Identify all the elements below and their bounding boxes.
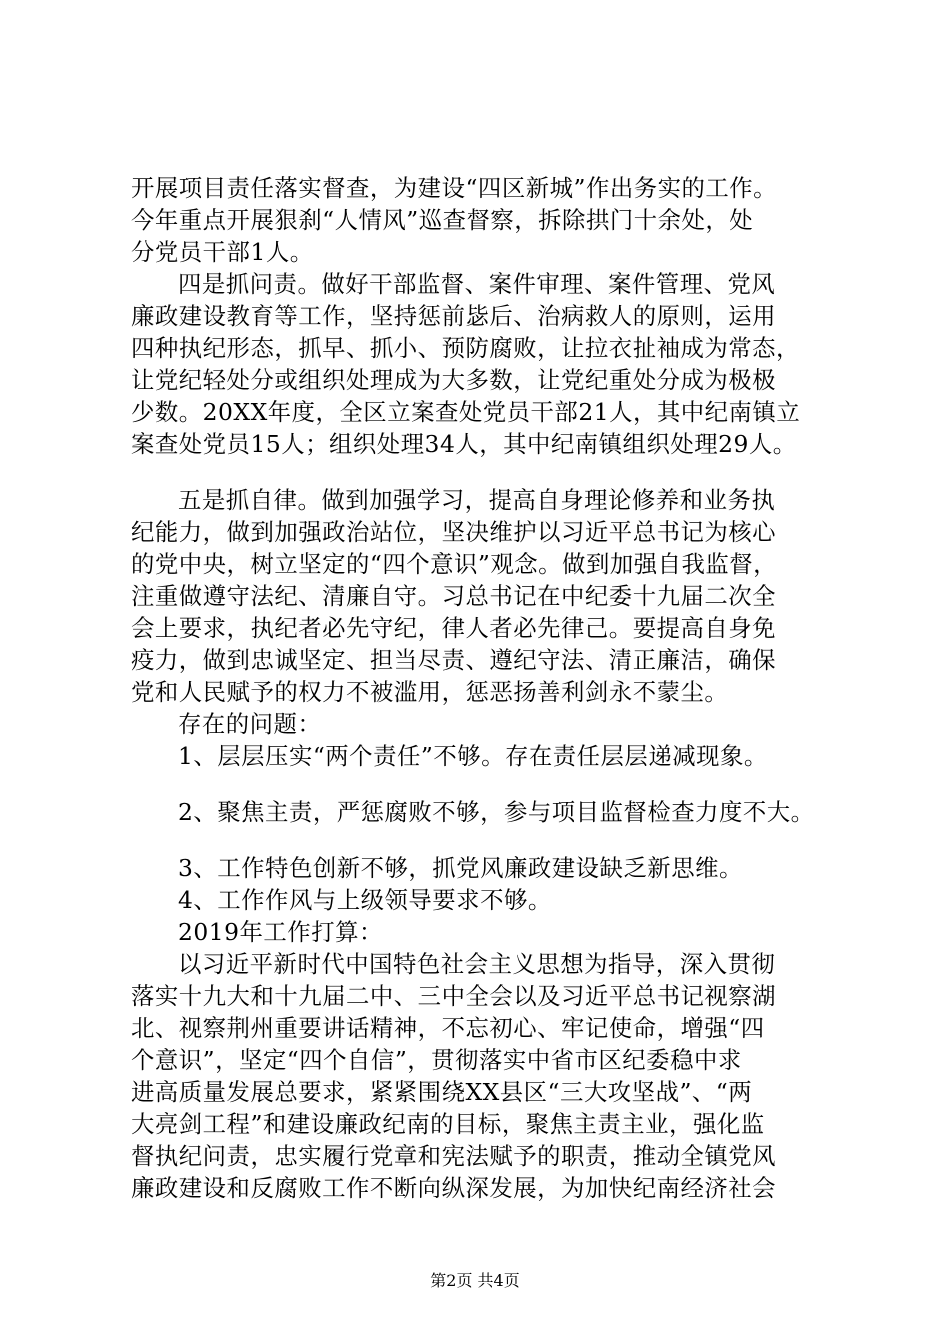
list-item: 3、工作特色创新不够，抓党风廉政建设缺乏新思维。 xyxy=(178,854,743,882)
text-line: 的党中央，树立坚定的“四个意识”观念。做到加强自我监督， xyxy=(131,550,778,578)
text-line: 四种执纪形态，抓早、抓小、预防腐败，让拉衣扯袖成为常态， xyxy=(131,334,800,362)
text-line: 督执纪问责，忠实履行党章和宪法赋予的职责，推动全镇党风 xyxy=(131,1142,777,1170)
list-item: 2、聚焦主责，严惩腐败不够，参与项目监督检查力度不大。 xyxy=(178,798,815,826)
text-line: 廉政建设教育等工作，坚持惩前毖后、治病救人的原则，运用 xyxy=(131,302,777,330)
paragraph-start-line: 五是抓自律。做到加强学习，提高自身理论修养和业务执 xyxy=(178,486,776,514)
text-line: 让党纪轻处分或组织处理成为大多数，让党纪重处分成为极极 xyxy=(131,366,777,394)
text-line: 少数。20XX年度，全区立案查处党员干部21人，其中纪南镇立 xyxy=(131,398,801,426)
text-line: 疫力，做到忠诚坚定、担当尽责、遵纪守法、清正廉洁，确保 xyxy=(131,646,777,674)
text-line: 纪能力，做到加强政治站位，坚决维护以习近平总书记为核心 xyxy=(131,518,777,546)
paragraph-start-line: 四是抓问责。做好干部监督、案件审理、案件管理、党风 xyxy=(178,270,776,298)
text-line: 廉政建设和反腐败工作不断向纵深发展，为加快纪南经济社会 xyxy=(131,1174,777,1202)
text-line: 开展项目责任落实督查，为建设“四区新城”作出务实的工作。 xyxy=(131,174,778,202)
list-item: 1、层层压实“两个责任”不够。存在责任层层递减现象。 xyxy=(178,742,768,770)
text-line: 进高质量发展总要求，紧紧围绕XX县区“三大攻坚战”、“两 xyxy=(131,1078,753,1106)
text-line: 今年重点开展狠刹“人情风”巡查督察，拆除拱门十余处，处 xyxy=(131,206,754,234)
page-number-footer: 第2页 共4页 xyxy=(430,1271,520,1290)
text-line: 个意识”，坚定“四个自信”，贯彻落实中省市区纪委稳中求 xyxy=(131,1046,742,1074)
text-line: 北、视察荆州重要讲话精神，不忘初心、牢记使命，增强“四 xyxy=(131,1014,765,1042)
paragraph-start-line: 以习近平新时代中国特色社会主义思想为指导，深入贯彻 xyxy=(178,950,776,978)
text-line: 注重做遵守法纪、清廉自守。习总书记在中纪委十九届二次全 xyxy=(131,582,777,610)
text-line: 落实十九大和十九届二中、三中全会以及习近平总书记视察湖 xyxy=(131,982,777,1010)
text-line: 案查处党员15人；组织处理34人，其中纪南镇组织处理29人。 xyxy=(131,430,797,458)
text-line: 党和人民赋予的权力不被滥用，惩恶扬善利剑永不蒙尘。 xyxy=(131,678,729,706)
text-line: 会上要求，执纪者必先守纪，律人者必先律己。要提高自身免 xyxy=(131,614,777,642)
list-item: 4、工作作风与上级领导要求不够。 xyxy=(178,886,552,914)
section-heading: 2019年工作打算： xyxy=(178,918,383,946)
text-line: 分党员干部1人。 xyxy=(131,238,314,266)
text-line: 大亮剑工程”和建设廉政纪南的目标，聚焦主责主业，强化监 xyxy=(131,1110,765,1138)
section-heading: 存在的问题： xyxy=(178,710,322,738)
